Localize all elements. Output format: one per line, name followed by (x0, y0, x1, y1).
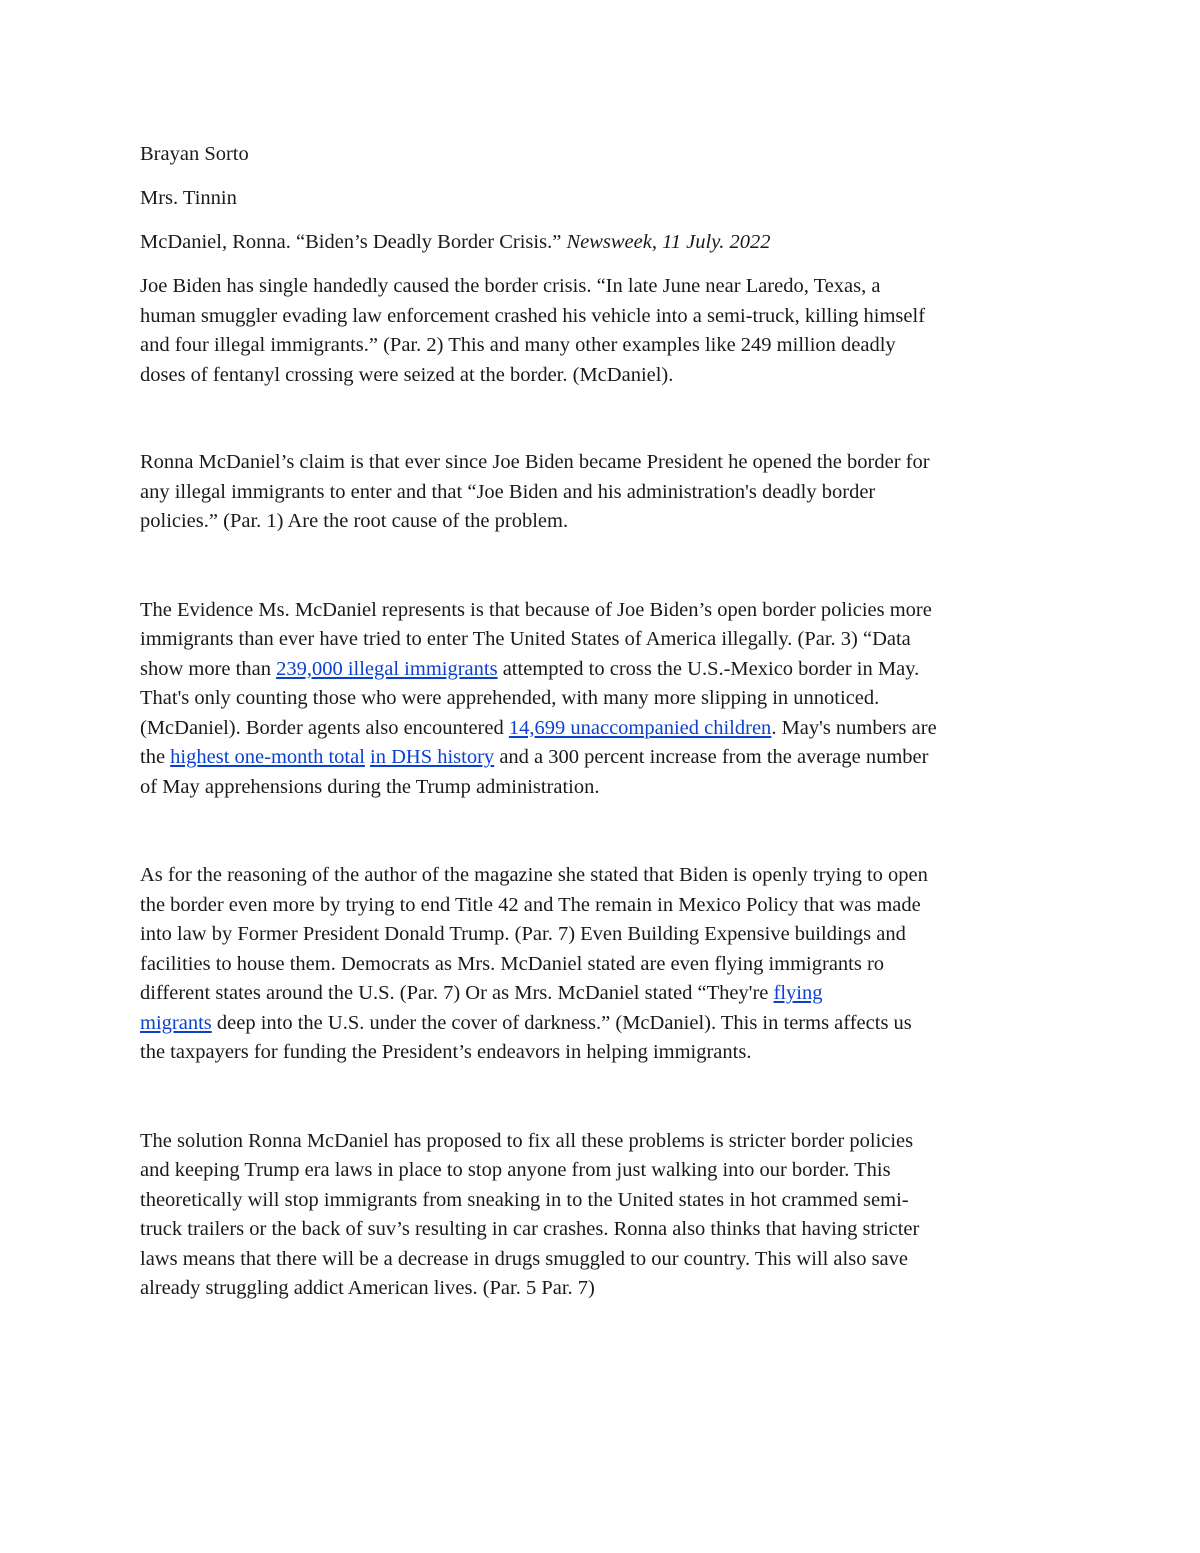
paragraph-line (140, 655, 1070, 685)
link-unaccompanied-children[interactable]: 14,699 unaccompanied children (508, 716, 772, 739)
paragraph-line (140, 1009, 1070, 1039)
paragraph-solution (140, 1127, 1070, 1304)
paragraph-line: and keeping Trump era laws in place to stop anyone from just walking into our border. This (140, 1159, 891, 1181)
paragraph-line: Ronna McDaniel’s claim is that ever since Joe Biden became President he opened the border for (140, 451, 930, 473)
paragraph-line: facilities to house them. Democrats as Mrs. McDaniel stated are even flying immigrants ro (140, 952, 885, 975)
document-page (140, 140, 1070, 1304)
paragraph-summary (140, 272, 1070, 390)
text-run: attempted to cross the U.S.-Mexico border in May. (497, 657, 920, 680)
citation-source: Newsweek, 11 July. 2022 (566, 231, 771, 253)
paragraph-line: The solution Ronna McDaniel has proposed to fix all these problems is stricter border policies (140, 1129, 914, 1152)
paragraph-line: and four illegal immigrants.” (Par. 2) This and many other examples like 249 million deadly (140, 334, 896, 356)
paragraph-line: already struggling addict American lives. (Par. 5 Par. 7) (140, 1277, 595, 1299)
paragraph-line: human smuggler evading law enforcement crashed his vehicle into a semi-truck, killing himself (140, 304, 926, 327)
paragraph-line: immigrants than ever have tried to enter The United States of America illegally. (Par. 3) “Data (140, 628, 911, 650)
paragraph-line: The Evidence Ms. McDaniel represents is that because of Joe Biden’s open border policies more (140, 598, 932, 621)
paragraph-line: theoretically will stop immigrants from sneaking in to the United states in hot crammed semi- (140, 1188, 909, 1211)
paragraph-evidence (140, 596, 1070, 803)
text-run: different states around the U.S. (Par. 7) Or as Mrs. McDaniel stated “They're (140, 982, 774, 1004)
paragraph-line (140, 743, 1070, 773)
text-run: (McDaniel). Border agents also encountered (140, 716, 509, 739)
text-run: . May's numbers are (771, 716, 937, 739)
paragraph-line: policies.” (Par. 1) Are the root cause of the problem. (140, 510, 569, 532)
citation-author-title: McDaniel, Ronna. “Biden’s Deadly Border Crisis.” (140, 231, 562, 253)
paragraph-line: Joe Biden has single handedly caused the border crisis. “In late June near Laredo, Texas, a (140, 275, 881, 297)
link-flying-migrants[interactable]: flying (773, 982, 823, 1004)
link-239000-illegal-immigrants[interactable]: 239,000 illegal immigrants (276, 657, 498, 680)
paragraph-reasoning (140, 861, 1070, 1068)
paragraph-line: laws means that there will be a decrease in drugs smuggled to our country. This will also save (140, 1247, 908, 1270)
paragraph-line: That's only counting those who were apprehended, with many more slipping in unnoticed. (140, 687, 880, 709)
paragraph-line: any illegal immigrants to enter and that “Joe Biden and his administration's deadly border (140, 480, 876, 503)
link-flying-migrants-continued[interactable]: migrants (140, 1011, 212, 1034)
text-run: show more than (140, 657, 277, 680)
text-run: deep into the U.S. under the cover of darkness.” (McDaniel). This in terms affects us (211, 1011, 912, 1034)
paragraph-line: into law by Former President Donald Trump. (Par. 7) Even Building Expensive buildings and (140, 923, 906, 945)
paragraph-line (140, 714, 1070, 744)
paragraph-line: of May apprehensions during the Trump administration. (140, 775, 600, 798)
text-run: the (140, 746, 171, 768)
citation (140, 228, 1070, 258)
link-highest-one-month-total[interactable]: highest one-month total (170, 746, 365, 768)
paragraph-line: the taxpayers for funding the President’s endeavors in helping immigrants. (140, 1041, 752, 1063)
link-dhs-history[interactable]: in DHS history (370, 746, 495, 768)
paragraph-line: truck trailers or the back of suv’s resulting in car crashes. Ronna also thinks that having stricter (140, 1218, 920, 1240)
paragraph-claim (140, 448, 1070, 537)
paragraph-line: the border even more by trying to end Title 42 and The remain in Mexico Policy that was made (140, 893, 921, 916)
paragraph-line (140, 979, 1070, 1009)
text-run: and a 300 percent increase from the average number (494, 746, 929, 768)
paragraph-line: doses of fentanyl crossing were seized at the border. (McDaniel). (140, 363, 674, 386)
teacher-name: Mrs. Tinnin (140, 187, 237, 209)
student-name: Brayan Sorto (140, 143, 249, 165)
paragraph-line: As for the reasoning of the author of the magazine she stated that Biden is openly trying to open (140, 864, 928, 886)
